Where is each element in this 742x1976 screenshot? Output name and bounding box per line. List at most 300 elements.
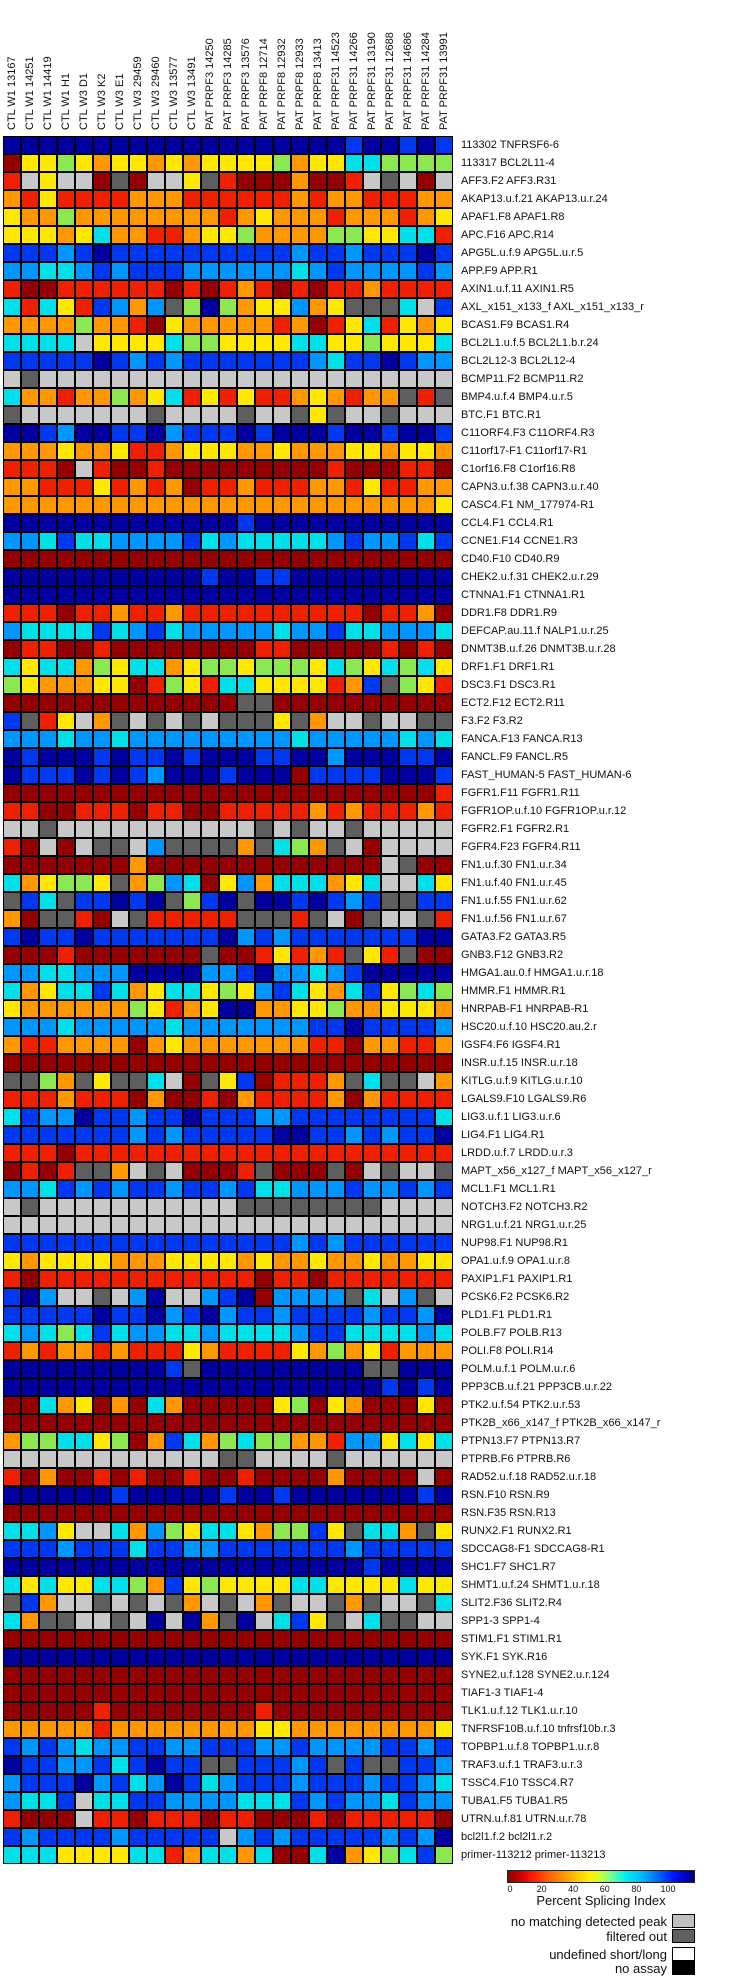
heatmap-cell bbox=[165, 676, 183, 694]
heatmap-cell bbox=[129, 1306, 147, 1324]
heatmap-cell bbox=[147, 334, 165, 352]
heatmap-cell bbox=[435, 928, 453, 946]
heatmap-cell bbox=[147, 1108, 165, 1126]
heatmap-cell bbox=[417, 1738, 435, 1756]
heatmap-cell bbox=[57, 154, 75, 172]
heatmap-cell bbox=[21, 1306, 39, 1324]
heatmap-cell bbox=[21, 1720, 39, 1738]
heatmap-cell bbox=[219, 1306, 237, 1324]
heatmap-cell bbox=[39, 370, 57, 388]
heatmap-cell bbox=[309, 712, 327, 730]
heatmap-cell bbox=[417, 1126, 435, 1144]
heatmap-cell bbox=[273, 514, 291, 532]
heatmap-cell bbox=[381, 1288, 399, 1306]
heatmap-cell bbox=[399, 694, 417, 712]
heatmap-cell bbox=[93, 424, 111, 442]
heatmap-cell bbox=[219, 1108, 237, 1126]
heatmap-cell bbox=[435, 748, 453, 766]
heatmap-cell bbox=[417, 208, 435, 226]
heatmap-cell bbox=[57, 1252, 75, 1270]
row-label: HMMR.F1 HMMR.R1 bbox=[461, 985, 566, 997]
heatmap-cell bbox=[273, 1738, 291, 1756]
row-label: HNRPAB-F1 HNRPAB-R1 bbox=[461, 1003, 589, 1015]
heatmap-cell bbox=[273, 1810, 291, 1828]
heatmap-cell bbox=[165, 874, 183, 892]
heatmap-cell bbox=[93, 874, 111, 892]
heatmap-cell bbox=[255, 1648, 273, 1666]
heatmap-cell bbox=[363, 1090, 381, 1108]
heatmap-cell bbox=[399, 964, 417, 982]
heatmap-cell bbox=[291, 712, 309, 730]
heatmap-cell bbox=[327, 1774, 345, 1792]
heatmap-cell bbox=[147, 1198, 165, 1216]
heatmap-cell bbox=[129, 1504, 147, 1522]
heatmap-cell bbox=[291, 874, 309, 892]
heatmap-cell bbox=[381, 1468, 399, 1486]
heatmap-cell bbox=[435, 1756, 453, 1774]
heatmap-cell bbox=[39, 334, 57, 352]
heatmap-cell bbox=[237, 136, 255, 154]
heatmap-cell bbox=[93, 604, 111, 622]
heatmap-cell bbox=[165, 1396, 183, 1414]
heatmap-cell bbox=[417, 1144, 435, 1162]
heatmap-cell bbox=[219, 1162, 237, 1180]
heatmap-cell bbox=[201, 1468, 219, 1486]
heatmap-cell bbox=[219, 1774, 237, 1792]
heatmap-cell bbox=[417, 1360, 435, 1378]
heatmap-cell bbox=[363, 1252, 381, 1270]
column-label: PAT PRPF31 13991 bbox=[438, 32, 450, 130]
heatmap-cell bbox=[183, 676, 201, 694]
heatmap-cell bbox=[255, 820, 273, 838]
heatmap-cell bbox=[21, 532, 39, 550]
heatmap-cell bbox=[273, 190, 291, 208]
heatmap-cell bbox=[345, 1432, 363, 1450]
heatmap-cell bbox=[309, 1540, 327, 1558]
heatmap-cell bbox=[291, 442, 309, 460]
heatmap-cell bbox=[381, 730, 399, 748]
heatmap-cell bbox=[165, 1648, 183, 1666]
heatmap-cell bbox=[381, 820, 399, 838]
heatmap-cell bbox=[57, 694, 75, 712]
heatmap-cell bbox=[21, 1126, 39, 1144]
heatmap-cell bbox=[183, 370, 201, 388]
heatmap-cell bbox=[417, 1072, 435, 1090]
heatmap-cell bbox=[237, 1792, 255, 1810]
heatmap-cell bbox=[57, 460, 75, 478]
heatmap-cell bbox=[309, 1558, 327, 1576]
heatmap-cell bbox=[345, 1522, 363, 1540]
heatmap-cell bbox=[21, 1594, 39, 1612]
heatmap-cell bbox=[363, 496, 381, 514]
heatmap-cell bbox=[291, 262, 309, 280]
heatmap-cell bbox=[327, 964, 345, 982]
heatmap-cell bbox=[201, 1486, 219, 1504]
heatmap-cell bbox=[201, 532, 219, 550]
heatmap-cell bbox=[93, 1108, 111, 1126]
heatmap-cell bbox=[3, 280, 21, 298]
row-label: SYK.F1 SYK.R16 bbox=[461, 1651, 548, 1663]
heatmap-cell bbox=[201, 550, 219, 568]
heatmap-cell bbox=[363, 532, 381, 550]
heatmap-cell bbox=[327, 334, 345, 352]
heatmap-cell bbox=[129, 1396, 147, 1414]
heatmap-cell bbox=[201, 298, 219, 316]
heatmap-cell bbox=[183, 280, 201, 298]
heatmap-cell bbox=[165, 226, 183, 244]
heatmap-cell bbox=[39, 676, 57, 694]
heatmap-cell bbox=[147, 478, 165, 496]
heatmap-cell bbox=[291, 856, 309, 874]
heatmap-cell bbox=[309, 1594, 327, 1612]
heatmap-cell bbox=[111, 532, 129, 550]
heatmap-cell bbox=[183, 1090, 201, 1108]
heatmap-cell bbox=[435, 982, 453, 1000]
heatmap-cell bbox=[111, 1414, 129, 1432]
heatmap-cell bbox=[165, 640, 183, 658]
heatmap-cell bbox=[309, 1504, 327, 1522]
heatmap-cell bbox=[39, 730, 57, 748]
heatmap-cell bbox=[291, 1036, 309, 1054]
heatmap-cell bbox=[21, 748, 39, 766]
row-label: POLM.u.f.1 POLM.u.r.6 bbox=[461, 1363, 576, 1375]
heatmap-cell bbox=[21, 910, 39, 928]
heatmap-cell bbox=[273, 1558, 291, 1576]
heatmap-cell bbox=[309, 568, 327, 586]
heatmap-cell bbox=[435, 766, 453, 784]
heatmap-cell bbox=[309, 1756, 327, 1774]
heatmap-cell bbox=[57, 532, 75, 550]
heatmap-cell bbox=[219, 1000, 237, 1018]
heatmap-cell bbox=[93, 1072, 111, 1090]
heatmap-cell bbox=[309, 1738, 327, 1756]
heatmap-cell bbox=[273, 244, 291, 262]
heatmap-cell bbox=[201, 1360, 219, 1378]
heatmap-cell bbox=[327, 136, 345, 154]
heatmap-cell bbox=[237, 964, 255, 982]
heatmap-cell bbox=[417, 190, 435, 208]
heatmap-cell bbox=[129, 622, 147, 640]
heatmap-cell bbox=[363, 946, 381, 964]
heatmap-cell bbox=[3, 1432, 21, 1450]
heatmap-cell bbox=[111, 406, 129, 424]
heatmap-cell bbox=[165, 1684, 183, 1702]
heatmap-cell bbox=[201, 604, 219, 622]
heatmap-cell bbox=[3, 442, 21, 460]
heatmap-cell bbox=[345, 316, 363, 334]
heatmap-cell bbox=[111, 550, 129, 568]
heatmap-cell bbox=[57, 208, 75, 226]
heatmap-cell bbox=[147, 1324, 165, 1342]
heatmap-cell bbox=[75, 1648, 93, 1666]
heatmap-cell bbox=[183, 1342, 201, 1360]
heatmap-cell bbox=[255, 1720, 273, 1738]
heatmap-cell bbox=[183, 748, 201, 766]
heatmap-cell bbox=[381, 1846, 399, 1864]
heatmap-cell bbox=[201, 1090, 219, 1108]
heatmap-cell bbox=[21, 1702, 39, 1720]
heatmap-cell bbox=[237, 1576, 255, 1594]
heatmap-cell bbox=[183, 352, 201, 370]
heatmap-cell bbox=[399, 784, 417, 802]
heatmap-cell bbox=[93, 1000, 111, 1018]
row-label: FN1.u.f.40 FN1.u.r.45 bbox=[461, 877, 567, 889]
heatmap-cell bbox=[435, 1018, 453, 1036]
heatmap-cell bbox=[57, 586, 75, 604]
heatmap-cell bbox=[435, 820, 453, 838]
heatmap-cell bbox=[111, 136, 129, 154]
heatmap-cell bbox=[165, 1108, 183, 1126]
heatmap-cell bbox=[345, 532, 363, 550]
heatmap-cell bbox=[399, 604, 417, 622]
heatmap-cell bbox=[75, 1252, 93, 1270]
heatmap-cell bbox=[21, 1288, 39, 1306]
heatmap-cell bbox=[363, 1774, 381, 1792]
heatmap-cell bbox=[219, 172, 237, 190]
heatmap-cell bbox=[309, 1162, 327, 1180]
heatmap-cell bbox=[417, 1054, 435, 1072]
heatmap-cell bbox=[39, 1486, 57, 1504]
heatmap-cell bbox=[3, 1468, 21, 1486]
heatmap-cell bbox=[21, 460, 39, 478]
heatmap-cell bbox=[255, 730, 273, 748]
heatmap-cell bbox=[57, 1360, 75, 1378]
heatmap-cell bbox=[93, 784, 111, 802]
heatmap-cell bbox=[21, 982, 39, 1000]
heatmap-cell bbox=[93, 1792, 111, 1810]
heatmap-cell bbox=[327, 1486, 345, 1504]
heatmap-cell bbox=[147, 856, 165, 874]
heatmap-cell bbox=[237, 1396, 255, 1414]
heatmap-cell bbox=[3, 1144, 21, 1162]
heatmap-cell bbox=[129, 892, 147, 910]
heatmap-cell bbox=[39, 1360, 57, 1378]
row-label: FGFR2.F1 FGFR2.R1 bbox=[461, 823, 570, 835]
row-label: IGSF4.F6 IGSF4.R1 bbox=[461, 1039, 561, 1051]
heatmap-cell bbox=[75, 1018, 93, 1036]
heatmap-cell bbox=[381, 136, 399, 154]
heatmap-cell bbox=[435, 478, 453, 496]
heatmap-cell bbox=[327, 1144, 345, 1162]
heatmap-cell bbox=[273, 460, 291, 478]
heatmap-cell bbox=[291, 1108, 309, 1126]
heatmap-cell bbox=[435, 568, 453, 586]
heatmap-cell bbox=[129, 370, 147, 388]
heatmap-cell bbox=[183, 1846, 201, 1864]
heatmap-cell bbox=[129, 496, 147, 514]
heatmap-cell bbox=[75, 478, 93, 496]
heatmap-cell bbox=[75, 1504, 93, 1522]
heatmap-cell bbox=[183, 1072, 201, 1090]
heatmap-cell bbox=[75, 442, 93, 460]
heatmap-cell bbox=[363, 1522, 381, 1540]
heatmap-cell bbox=[309, 856, 327, 874]
heatmap-cell bbox=[111, 802, 129, 820]
heatmap-cell bbox=[201, 1648, 219, 1666]
heatmap-cell bbox=[111, 1738, 129, 1756]
heatmap-cell bbox=[183, 514, 201, 532]
heatmap-cell bbox=[399, 1756, 417, 1774]
heatmap-cell bbox=[75, 136, 93, 154]
heatmap-cell bbox=[147, 1720, 165, 1738]
heatmap-cell bbox=[3, 568, 21, 586]
heatmap-cell bbox=[165, 1558, 183, 1576]
heatmap-cell bbox=[327, 946, 345, 964]
heatmap-cell bbox=[363, 1684, 381, 1702]
heatmap-cell bbox=[165, 1486, 183, 1504]
heatmap-cell bbox=[399, 748, 417, 766]
heatmap-cell bbox=[129, 1126, 147, 1144]
heatmap-cell bbox=[183, 1630, 201, 1648]
heatmap-cell bbox=[147, 1486, 165, 1504]
heatmap-cell bbox=[93, 1828, 111, 1846]
heatmap-cell bbox=[21, 1738, 39, 1756]
heatmap-cell bbox=[255, 1090, 273, 1108]
heatmap-cell bbox=[21, 928, 39, 946]
row-label: PLD1.F1 PLD1.R1 bbox=[461, 1309, 553, 1321]
heatmap-cell bbox=[3, 802, 21, 820]
heatmap-cell bbox=[219, 352, 237, 370]
colorbar-tick: 80 bbox=[631, 1884, 642, 1894]
heatmap-cell bbox=[291, 1684, 309, 1702]
row-label: UTRN.u.f.81 UTRN.u.r.78 bbox=[461, 1813, 587, 1825]
heatmap-cell bbox=[435, 424, 453, 442]
heatmap-cell bbox=[381, 1360, 399, 1378]
heatmap-cell bbox=[201, 1774, 219, 1792]
heatmap-cell bbox=[21, 946, 39, 964]
heatmap-cell bbox=[291, 1810, 309, 1828]
heatmap-cell bbox=[327, 424, 345, 442]
heatmap-cell bbox=[417, 154, 435, 172]
heatmap-cell bbox=[237, 1612, 255, 1630]
heatmap-cell bbox=[309, 838, 327, 856]
heatmap-cell bbox=[3, 1180, 21, 1198]
heatmap-cell bbox=[165, 298, 183, 316]
heatmap-cell bbox=[291, 1180, 309, 1198]
heatmap-cell bbox=[381, 892, 399, 910]
heatmap-cell bbox=[255, 802, 273, 820]
heatmap-cell bbox=[291, 496, 309, 514]
heatmap-cell bbox=[111, 1270, 129, 1288]
heatmap-cell bbox=[21, 892, 39, 910]
heatmap-cell bbox=[381, 1162, 399, 1180]
row-label: BMP4.u.f.4 BMP4.u.r.5 bbox=[461, 391, 573, 403]
heatmap-cell bbox=[147, 298, 165, 316]
heatmap-cell bbox=[147, 730, 165, 748]
heatmap-cell bbox=[147, 370, 165, 388]
heatmap-cell bbox=[363, 406, 381, 424]
heatmap-cell bbox=[201, 1342, 219, 1360]
heatmap-cell bbox=[165, 442, 183, 460]
heatmap-cell bbox=[57, 964, 75, 982]
heatmap-cell bbox=[21, 442, 39, 460]
heatmap-cell bbox=[183, 550, 201, 568]
heatmap-cell bbox=[39, 352, 57, 370]
heatmap-cell bbox=[219, 1684, 237, 1702]
heatmap-cell bbox=[21, 730, 39, 748]
heatmap-cell bbox=[57, 568, 75, 586]
heatmap-cell bbox=[39, 1216, 57, 1234]
heatmap-cell bbox=[75, 1684, 93, 1702]
heatmap-cell bbox=[75, 784, 93, 802]
row-label: RAD52.u.f.18 RAD52.u.r.18 bbox=[461, 1471, 597, 1483]
heatmap-cell bbox=[111, 1756, 129, 1774]
heatmap-cell bbox=[435, 1216, 453, 1234]
heatmap-cell bbox=[363, 982, 381, 1000]
heatmap-cell bbox=[345, 1108, 363, 1126]
heatmap-cell bbox=[273, 1306, 291, 1324]
heatmap-cell bbox=[75, 1738, 93, 1756]
heatmap-cell bbox=[21, 820, 39, 838]
heatmap-cell bbox=[93, 460, 111, 478]
heatmap-cell bbox=[345, 784, 363, 802]
heatmap-cell bbox=[219, 1648, 237, 1666]
heatmap-cell bbox=[399, 460, 417, 478]
heatmap-cell bbox=[111, 190, 129, 208]
heatmap-cell bbox=[93, 676, 111, 694]
heatmap-cell bbox=[309, 910, 327, 928]
heatmap-cell bbox=[363, 1648, 381, 1666]
heatmap-cell bbox=[57, 1126, 75, 1144]
heatmap-cell bbox=[129, 1414, 147, 1432]
heatmap-cell bbox=[3, 424, 21, 442]
heatmap-cell bbox=[417, 1702, 435, 1720]
row-label: NUP98.F1 NUP98.R1 bbox=[461, 1237, 568, 1249]
heatmap-cell bbox=[381, 982, 399, 1000]
heatmap-cell bbox=[363, 1846, 381, 1864]
heatmap-cell bbox=[111, 910, 129, 928]
heatmap-cell bbox=[363, 1036, 381, 1054]
heatmap-cell bbox=[201, 1558, 219, 1576]
heatmap-cell bbox=[183, 1234, 201, 1252]
heatmap-cell bbox=[183, 856, 201, 874]
heatmap-cell bbox=[399, 154, 417, 172]
heatmap-cell bbox=[57, 1468, 75, 1486]
heatmap-cell bbox=[381, 316, 399, 334]
heatmap-cell bbox=[363, 1540, 381, 1558]
heatmap-cell bbox=[255, 856, 273, 874]
heatmap-cell bbox=[381, 262, 399, 280]
heatmap-cell bbox=[129, 766, 147, 784]
heatmap-cell bbox=[39, 1450, 57, 1468]
heatmap-cell bbox=[39, 460, 57, 478]
heatmap-cell bbox=[165, 1000, 183, 1018]
heatmap-cell bbox=[255, 1126, 273, 1144]
heatmap-cell bbox=[39, 838, 57, 856]
heatmap-cell bbox=[3, 190, 21, 208]
heatmap-cell bbox=[165, 1360, 183, 1378]
heatmap-cell bbox=[291, 892, 309, 910]
heatmap-cell bbox=[93, 1270, 111, 1288]
heatmap-cell bbox=[363, 1720, 381, 1738]
heatmap-cell bbox=[381, 154, 399, 172]
heatmap-cell bbox=[129, 910, 147, 928]
heatmap-cell bbox=[201, 1324, 219, 1342]
heatmap-cell bbox=[363, 964, 381, 982]
heatmap-cell bbox=[201, 676, 219, 694]
heatmap-cell bbox=[129, 1144, 147, 1162]
heatmap-cell bbox=[291, 1324, 309, 1342]
heatmap-cell bbox=[273, 1342, 291, 1360]
heatmap-cell bbox=[435, 1702, 453, 1720]
heatmap-cell bbox=[75, 1360, 93, 1378]
heatmap-cell bbox=[291, 1828, 309, 1846]
heatmap-cell bbox=[219, 1432, 237, 1450]
heatmap-cell bbox=[75, 1576, 93, 1594]
heatmap-cell bbox=[21, 136, 39, 154]
heatmap-cell bbox=[345, 640, 363, 658]
heatmap-cell bbox=[201, 1684, 219, 1702]
